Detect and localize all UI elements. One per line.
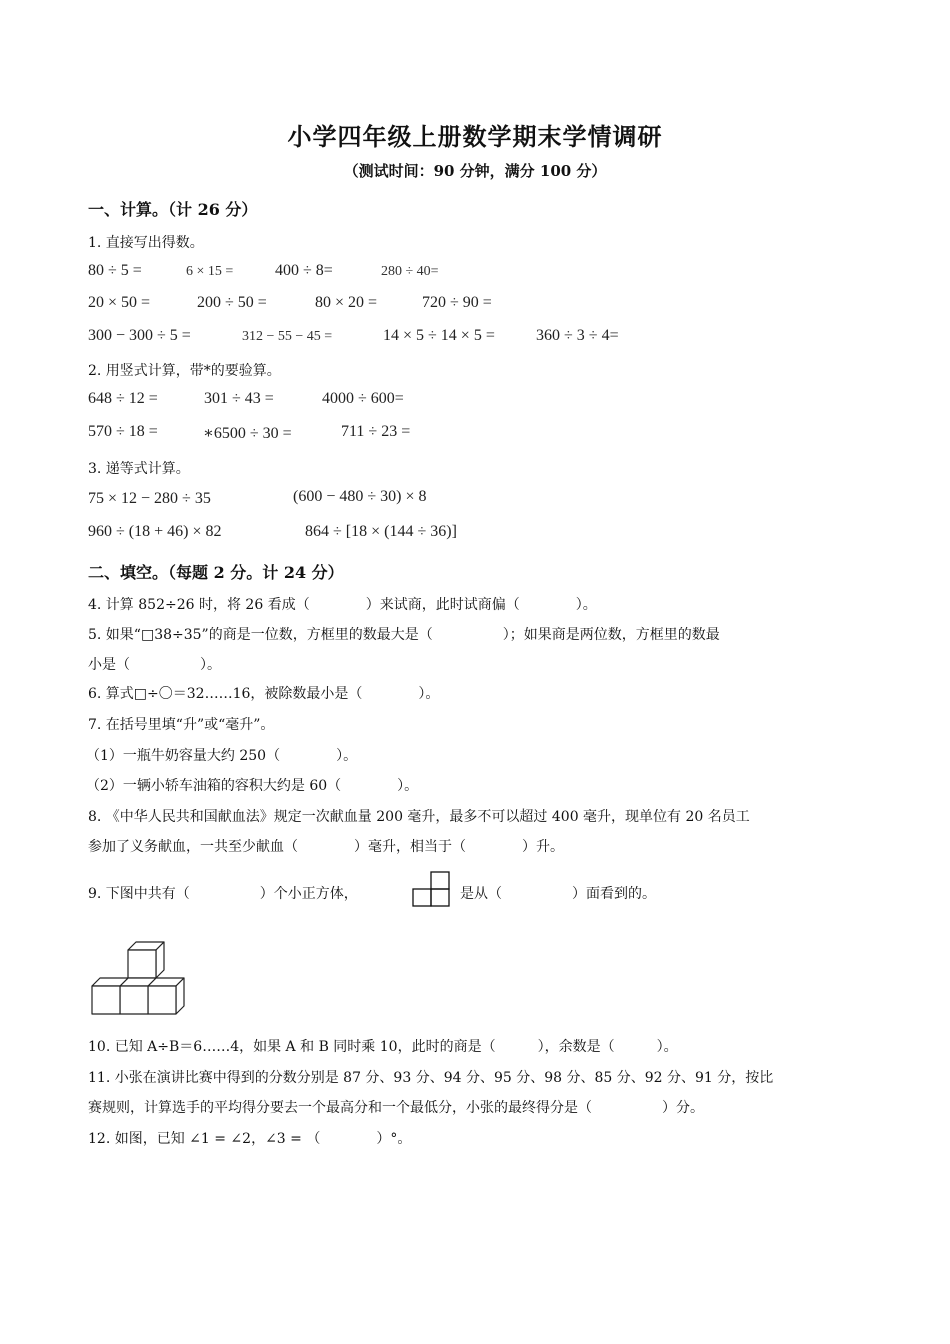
q2-expr: 4000 ÷ 600= (322, 390, 404, 407)
section-2-heading: 二、填空。（每题 2 分。计 24 分） (88, 563, 344, 582)
q8-text-cont: 参加了义务献血，一共至少献血（ ）毫升，相当于（ ）升。 (88, 839, 564, 855)
q6-text: 6. 算式□÷〇＝32……16，被除数最小是（ ）。 (88, 686, 440, 702)
q8-text: 8. 《中华人民共和国献血法》规定一次献血量 200 毫升，最多不可以超过 400 毫升，现单位有 20 名员工 (88, 809, 750, 825)
cube-top (128, 942, 164, 978)
cube-stack-figure (88, 938, 192, 1020)
q3-expr: 960 ÷ (18 + 46) × 82 (88, 523, 222, 540)
q3-expr: 864 ÷ [18 × (144 ÷ 36)] (305, 523, 457, 540)
q3-expr: (600 − 480 ÷ 30) × 8 (293, 488, 427, 505)
view-square (431, 872, 449, 889)
q1-expr: 20 × 50 = (88, 294, 151, 311)
q9-text-b: 是从（ ）面看到的。 (460, 886, 656, 902)
section-1-heading: 一、计算。（计 26 分） (88, 200, 258, 219)
q1-expr: 80 ÷ 5 = (88, 262, 142, 279)
q3-label: 3. 递等式计算。 (88, 461, 190, 477)
q1-expr: 300 − 300 ÷ 5 = (88, 327, 191, 344)
q1-expr: 14 × 5 ÷ 14 × 5 = (383, 327, 495, 344)
q5-text: 5. 如果“□38÷35”的商是一位数，方框里的数最大是（ ）；如果商是两位数，方框里的数最 (88, 627, 720, 643)
page-subtitle: （测试时间：90 分钟，满分 100 分） (343, 162, 607, 180)
q3-expr: 75 × 12 − 280 ÷ 35 (88, 490, 211, 507)
q11-text: 11. 小张在演讲比赛中得到的分数分别是 87 分、93 分、94 分、95 分、98 分、85 分、92 分、91 分，按比 (88, 1070, 774, 1086)
q2-expr: 570 ÷ 18 = (88, 423, 158, 440)
q1-expr: 80 × 20 = (315, 294, 378, 311)
view-square (431, 889, 449, 906)
q1-expr: 400 ÷ 8= (275, 262, 333, 279)
q2-expr: 711 ÷ 23 = (341, 423, 411, 440)
q1-expr: 720 ÷ 90 = (422, 294, 492, 311)
q2-expr: ∗6500 ÷ 30 = (203, 425, 292, 442)
q1-expr: 360 ÷ 3 ÷ 4= (536, 327, 619, 344)
q7-sub-2: （2）一辆小轿车油箱的容积大约是 60（ ）。 (86, 778, 419, 794)
cube-bottom-right (148, 978, 184, 1014)
q1-expr: 200 ÷ 50 = (197, 294, 267, 311)
q1-expr: 6 × 15 = (186, 264, 234, 279)
q1-expr: 312 − 55 − 45 = (242, 329, 333, 344)
q2-expr: 648 ÷ 12 = (88, 390, 158, 407)
q12-text: 12. 如图，已知 ∠1 = ∠2，∠3 = （ ）°。 (88, 1131, 412, 1147)
q2-label: 2. 用竖式计算，带*的要验算。 (88, 363, 281, 379)
q7-text: 7. 在括号里填“升”或“毫升”。 (88, 717, 275, 733)
q5-text-cont: 小是（ ）。 (88, 657, 221, 673)
page-title: 小学四年级上册数学期末学情调研 (287, 122, 663, 151)
q9-text-a: 9. 下图中共有（ ）个小正方体， (88, 886, 358, 902)
view-square (413, 889, 431, 906)
q11-text-cont: 赛规则，计算选手的平均得分要去一个最高分和一个最低分，小张的最终得分是（ ）分。 (88, 1100, 704, 1116)
q2-expr: 301 ÷ 43 = (204, 390, 274, 407)
q9-view-figure (412, 871, 452, 907)
q7-sub-1: （1）一瓶牛奶容量大约 250（ ）。 (86, 748, 358, 764)
q1-expr: 280 ÷ 40= (381, 264, 439, 279)
q1-label: 1. 直接写出得数。 (88, 235, 204, 251)
q4-text: 4. 计算 852÷26 时，将 26 看成（ ）来试商，此时试商偏（ ）。 (88, 597, 597, 613)
q10-text: 10. 已知 A÷B＝6……4，如果 A 和 B 同时乘 10，此时的商是（ ），余数是（ ）。 (88, 1039, 678, 1055)
